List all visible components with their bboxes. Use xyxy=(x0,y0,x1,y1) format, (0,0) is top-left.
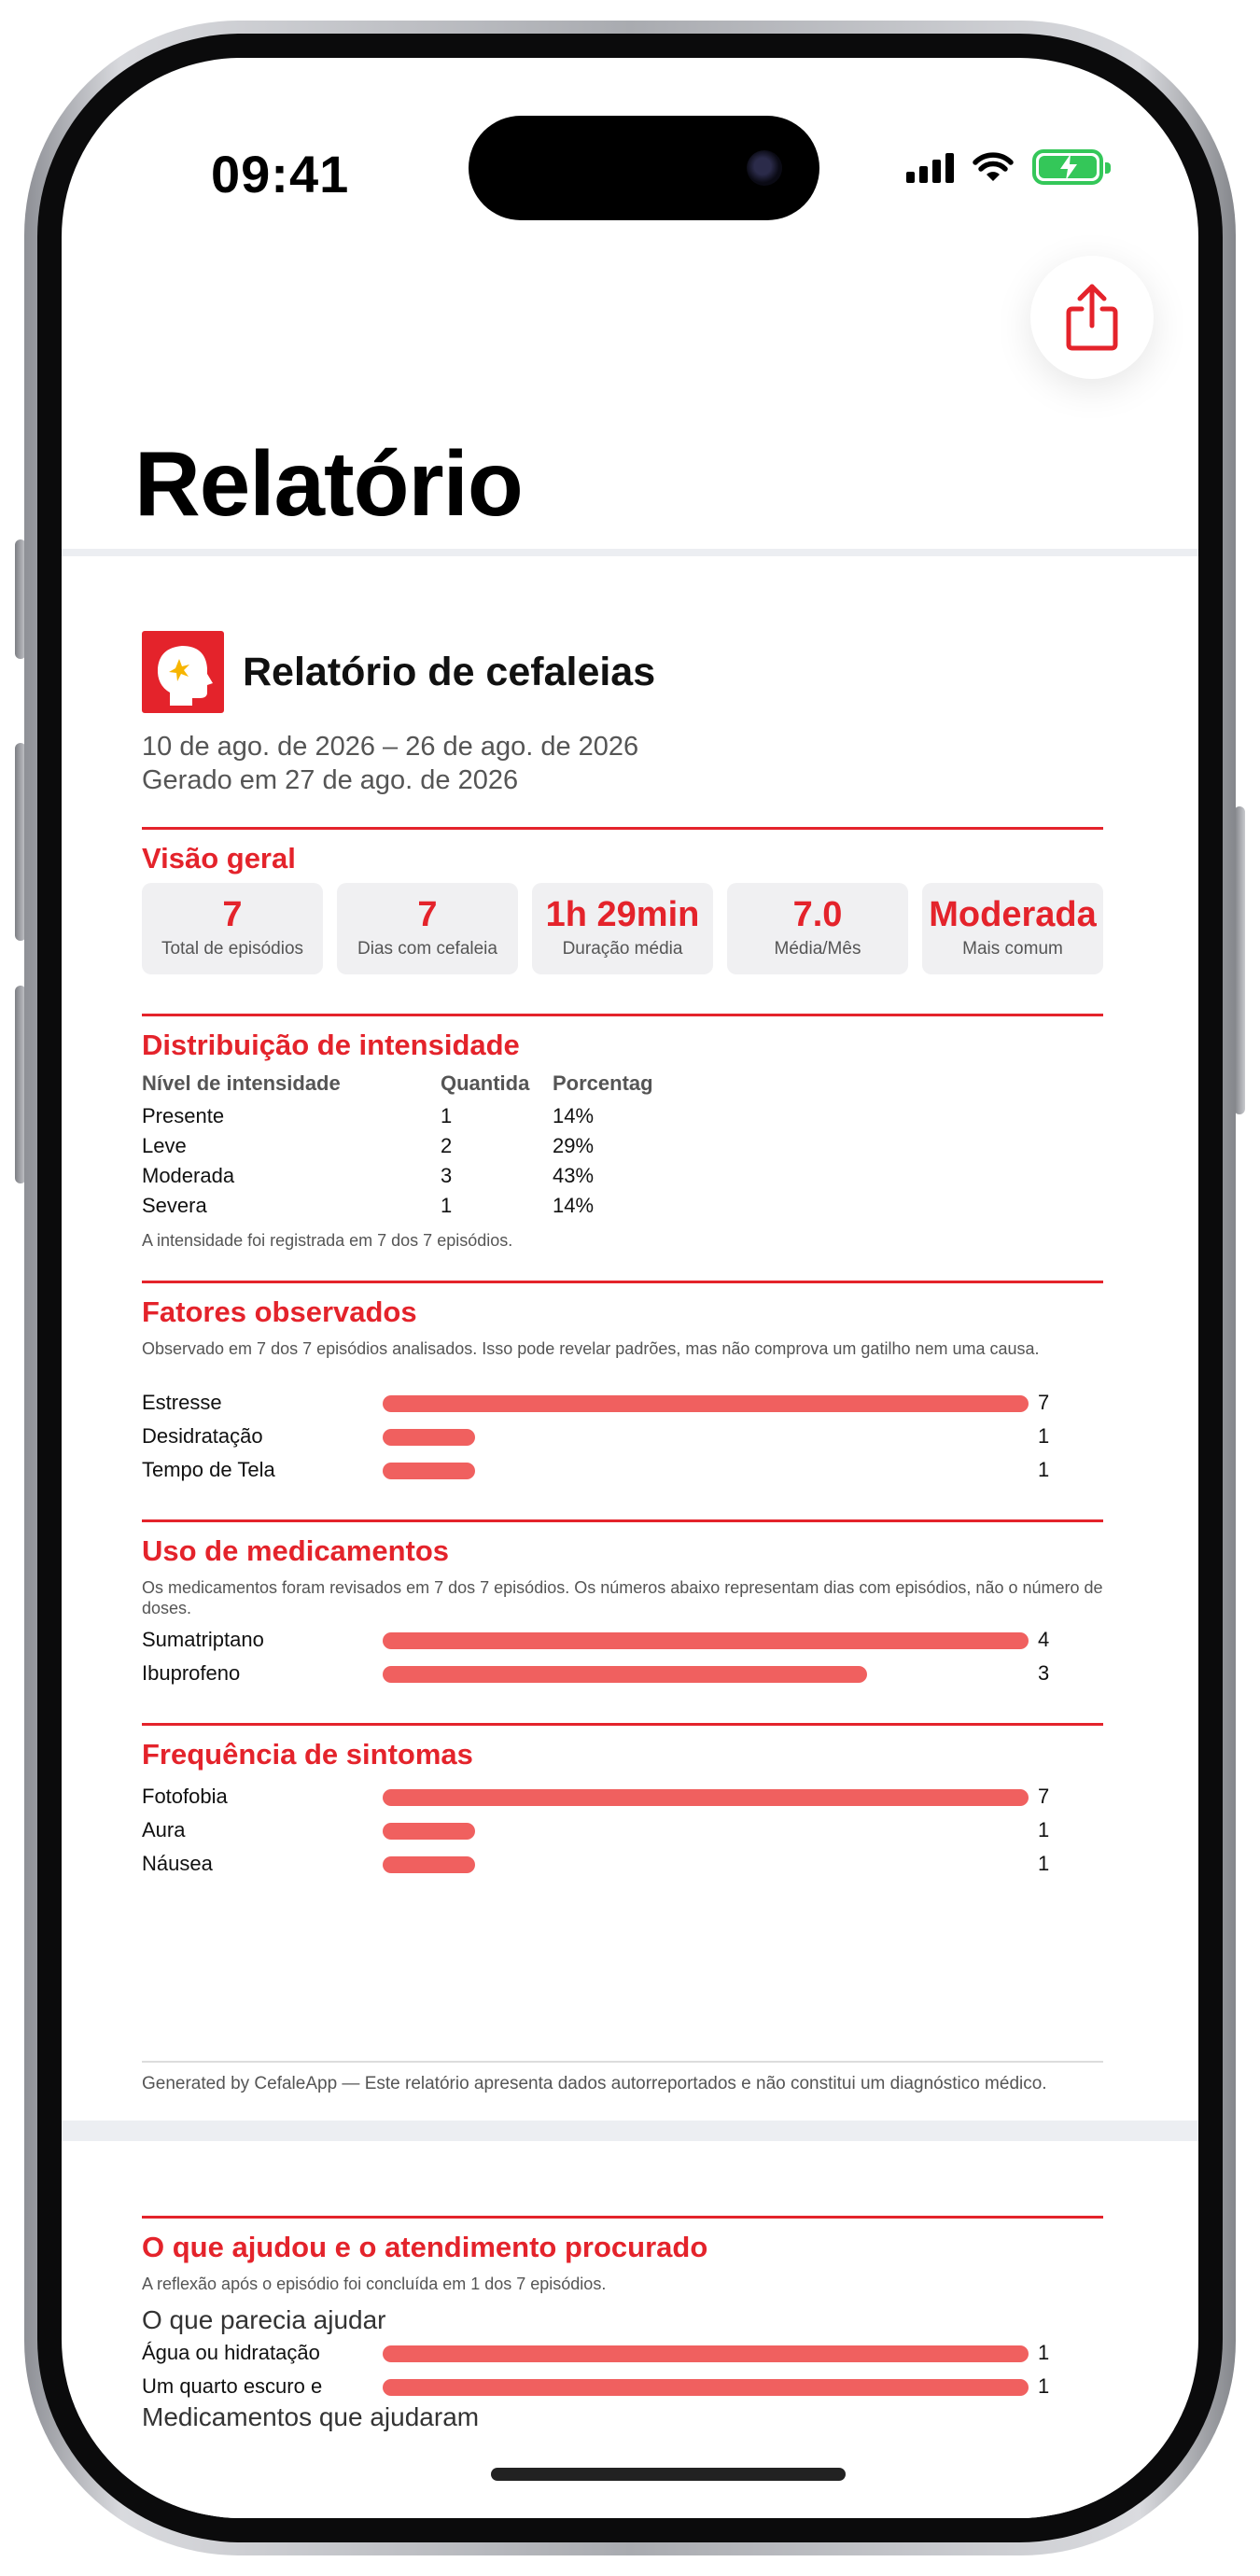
bar-track xyxy=(383,1395,1029,1412)
status-time: 09:41 xyxy=(211,145,350,203)
table-cell: 14% xyxy=(553,1194,595,1217)
stat-card xyxy=(532,883,713,974)
bar xyxy=(383,1666,867,1683)
symptoms-title: Frequência de sintomas xyxy=(142,1738,473,1771)
bar xyxy=(383,1429,475,1446)
camera-icon xyxy=(747,150,782,186)
bar-label: Ibuprofeno xyxy=(142,1661,241,1685)
column-header: Quantida xyxy=(441,1071,530,1095)
generated-date: Gerado em 27 de ago. de 2026 xyxy=(142,765,519,795)
bar-count: 3 xyxy=(1038,1661,1050,1685)
bar xyxy=(383,1789,1029,1806)
stat-card xyxy=(922,883,1103,974)
bar-track xyxy=(383,1823,1029,1840)
bar-count: 1 xyxy=(1038,1818,1050,1841)
table-header xyxy=(142,1066,683,1101)
bar-count: 1 xyxy=(1038,1852,1050,1875)
report-page-2[interactable] xyxy=(67,2141,1174,2518)
bar-row xyxy=(142,1658,1103,1691)
stat-label: Média/Mês xyxy=(774,939,861,959)
table-row xyxy=(142,1161,683,1191)
phone-frame xyxy=(24,21,1236,2555)
bar-row xyxy=(142,1421,1103,1454)
table-cell: 1 xyxy=(441,1194,453,1217)
bar-count: 7 xyxy=(1038,1785,1050,1808)
bar-label: Um quarto escuro e xyxy=(142,2374,323,2398)
table-cell: Moderada xyxy=(142,1164,235,1187)
bar xyxy=(383,1823,475,1840)
bar-label: Desidratação xyxy=(142,1424,263,1448)
bar-row xyxy=(142,2371,1103,2404)
stat-label: Dias com cefaleia xyxy=(357,939,497,959)
stat-label: Duração média xyxy=(562,939,683,959)
page-title: Relatório xyxy=(134,432,523,535)
table-row xyxy=(142,1191,683,1221)
bar-label: Água ou hidratação xyxy=(142,2341,320,2364)
bar-track xyxy=(383,1463,1029,1479)
report-title: Relatório de cefaleias xyxy=(243,650,656,694)
bar xyxy=(383,1632,1029,1649)
bar-row xyxy=(142,1814,1103,1848)
bar-row xyxy=(142,1624,1103,1658)
medications-note: Os medicamentos foram revisados em 7 dos 7 episódios. Os números abaixo representam dias com episódios, não o número de doses. xyxy=(142,1578,1103,1617)
help-bars xyxy=(142,2337,1103,2404)
bar-row xyxy=(142,2337,1103,2371)
status-icons xyxy=(906,149,1103,185)
factors-title: Fatores observados xyxy=(142,1295,417,1328)
share-button[interactable] xyxy=(1030,256,1154,379)
factors-note: Observado em 7 dos 7 episódios analisados. Isso pode revelar padrões, mas não comprova um gatilho nem uma causa. xyxy=(142,1339,1040,1358)
stat-value: 7 xyxy=(417,895,438,934)
bar-label: Aura xyxy=(142,1818,186,1841)
report-dates xyxy=(142,730,638,797)
bar xyxy=(383,1395,1029,1412)
wifi-icon xyxy=(973,151,1014,183)
screen xyxy=(62,58,1198,2518)
bar-count: 1 xyxy=(1038,1424,1050,1448)
section-rule xyxy=(142,2216,1103,2219)
table-cell: 43% xyxy=(553,1164,595,1187)
bar-track xyxy=(383,2345,1029,2362)
stat-value: Moderada xyxy=(929,895,1097,934)
charging-bolt-icon xyxy=(1057,153,1081,181)
overview-cards xyxy=(142,883,1103,974)
help-subhead: O que parecia ajudar xyxy=(142,2305,386,2334)
divider xyxy=(62,549,1198,556)
bar-count: 4 xyxy=(1038,1628,1050,1651)
report-footer: Generated by CefaleApp — Este relatório apresenta dados autorreportados e não constitui um diagnóstico médico. xyxy=(142,2074,1047,2093)
bar-row xyxy=(142,1454,1103,1488)
bar xyxy=(383,2345,1029,2362)
bar-count: 1 xyxy=(1038,2374,1050,2398)
section-rule xyxy=(142,1281,1103,1283)
cellular-signal-icon xyxy=(906,151,954,183)
overview-title: Visão geral xyxy=(142,842,296,875)
report-page[interactable] xyxy=(67,556,1174,2121)
table-cell: Leve xyxy=(142,1134,187,1157)
medications-title: Uso de medicamentos xyxy=(142,1534,450,1567)
table-cell: 3 xyxy=(441,1164,453,1187)
phone-bezel xyxy=(37,34,1223,2542)
stat-value: 7 xyxy=(222,895,243,934)
section-rule xyxy=(142,1014,1103,1016)
stat-label: Total de episódios xyxy=(161,939,304,959)
stat-value: 7.0 xyxy=(792,895,843,934)
date-range: 10 de ago. de 2026 – 26 de ago. de 2026 xyxy=(142,732,639,762)
stat-card xyxy=(142,883,323,974)
bar-row xyxy=(142,1848,1103,1882)
bar-track xyxy=(383,1632,1029,1649)
table-cell: Severa xyxy=(142,1194,207,1217)
bar-label: Fotofobia xyxy=(142,1785,228,1808)
stat-card xyxy=(727,883,908,974)
bar-label: Náusea xyxy=(142,1852,213,1875)
bar xyxy=(383,1463,475,1479)
help-note: A reflexão após o episódio foi concluída em 1 dos 7 episódios. xyxy=(142,2275,607,2293)
bar-row xyxy=(142,1781,1103,1814)
head-icon xyxy=(142,631,224,713)
page-separator xyxy=(62,2121,1198,2141)
bar xyxy=(383,1856,475,1873)
bar-track xyxy=(383,1666,1029,1683)
bar-track xyxy=(383,1856,1029,1873)
medications-bars xyxy=(142,1624,1103,1691)
table-cell: Presente xyxy=(142,1104,225,1127)
footer-rule xyxy=(142,2061,1103,2063)
bar-track xyxy=(383,1789,1029,1806)
home-indicator[interactable] xyxy=(491,2468,846,2481)
intensity-title: Distribuição de intensidade xyxy=(142,1029,520,1061)
table-cell: 1 xyxy=(441,1104,453,1127)
bar-label: Sumatriptano xyxy=(142,1628,264,1651)
intensity-table xyxy=(142,1066,683,1221)
factors-bars xyxy=(142,1387,1103,1488)
section-rule xyxy=(142,1519,1103,1522)
stat-value: 1h 29min xyxy=(545,895,700,934)
bar xyxy=(383,2379,1029,2396)
bar-track xyxy=(383,2379,1029,2396)
bar-label: Estresse xyxy=(142,1391,222,1414)
column-header: Porcentag xyxy=(553,1071,653,1095)
section-rule xyxy=(142,827,1103,830)
table-cell: 29% xyxy=(553,1134,595,1157)
bar-label: Tempo de Tela xyxy=(142,1458,275,1481)
bar-track xyxy=(383,1429,1029,1446)
stat-card xyxy=(337,883,518,974)
help-title: O que ajudou e o atendimento procurado xyxy=(142,2231,708,2263)
bar-count: 1 xyxy=(1038,1458,1050,1481)
help-subhead-2: Medicamentos que ajudaram xyxy=(142,2402,480,2431)
battery-icon xyxy=(1032,149,1103,185)
table-cell: 14% xyxy=(553,1104,595,1127)
table-row xyxy=(142,1101,683,1131)
symptoms-bars xyxy=(142,1781,1103,1882)
table-cell: 2 xyxy=(441,1134,453,1157)
column-header: Nível de intensidade xyxy=(142,1071,341,1095)
table-row xyxy=(142,1131,683,1161)
bar-row xyxy=(142,1387,1103,1421)
stat-label: Mais comum xyxy=(962,939,1063,959)
intensity-note: A intensidade foi registrada em 7 dos 7 episódios. xyxy=(142,1231,513,1250)
bar-count: 7 xyxy=(1038,1391,1050,1414)
share-icon xyxy=(1063,283,1121,352)
section-rule xyxy=(142,1723,1103,1726)
dynamic-island xyxy=(469,116,819,220)
bar-count: 1 xyxy=(1038,2341,1050,2364)
